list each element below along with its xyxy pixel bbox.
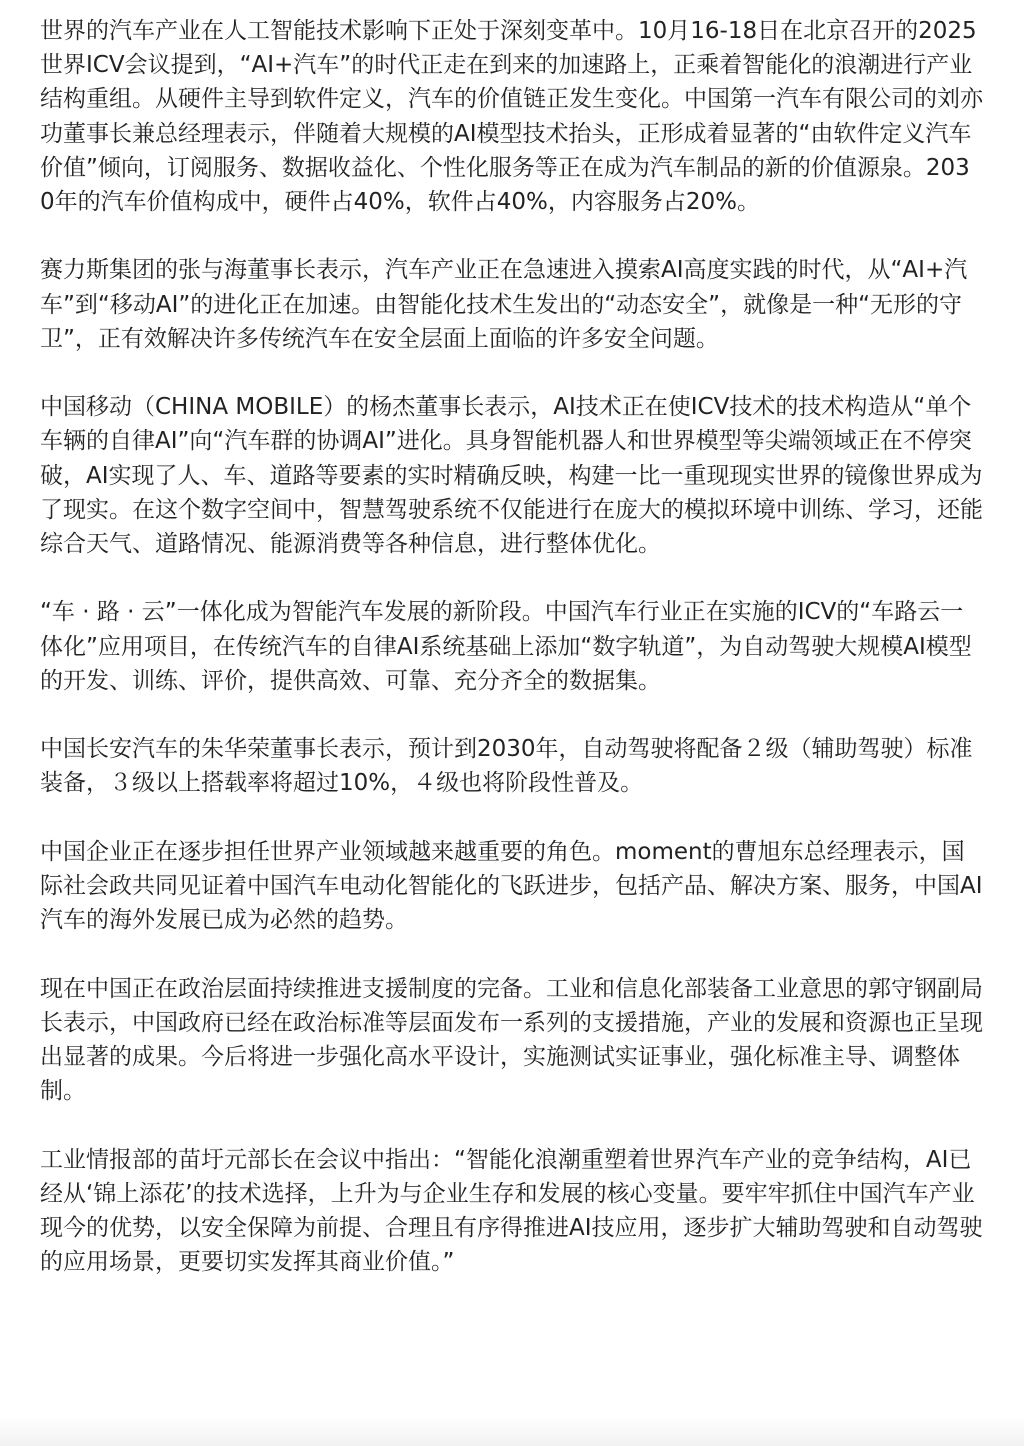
article-paragraph: 工业情报部的苗圩元部长在会议中指出：“智能化浪潮重塑着世界汽车产业的竞争结构，AI已经从‘锦上添花’的技术选择，上升为与企业生存和发展的核心变量。要牢牢抓住中国汽车产业现今的优势，以安全保障为前提、合理且有序得推进AI技应用，逐步扩大辅助驾驶和自动驾驶的应用场景，更要切实发挥其商业价值。”: [40, 1146, 983, 1276]
article-paragraph: 世界的汽车产业在人工智能技术影响下正处于深刻变革中。10月16-18日在北京召开的2025世界ICV会议提到，“AI+汽车”的时代正走在到来的加速路上，正乘着智能化的浪潮进行产业结构重组。从硬件主导到软件定义，汽车的价值链正发生变化。中国第一汽车有限公司的刘亦功董事长兼总经理表示，伴随着大规模的AI模型技术抬头，正形成着显著的“由软件定义汽车价值”倾向，订阅服务、数据收益化、个性化服务等正在成为汽车制品的新的价值源泉。2030年的汽车价值构成中，硬件占40%，软件占40%，内容服务占20%。: [40, 18, 983, 216]
bottom-fade: [0, 1416, 1024, 1446]
article-paragraph: 中国企业正在逐步担任世界产业领域越来越重要的角色。moment的曹旭东总经理表示，国际社会政共同见证着中国汽车电动化智能化的飞跃进步，包括产品、解决方案、服务，中国AI汽车的海外发展已成为必然的趋势。: [40, 838, 983, 934]
article-body: [40, 14, 984, 1279]
article-paragraph: 赛力斯集团的张与海董事长表示，汽车产业正在急速进入摸索AI高度实践的时代，从“AI+汽车”到“移动AI”的进化正在加速。由智能化技术生发出的“动态安全”，就像是一种“无形的守卫”，正有效解决许多传统汽车在安全层面上面临的许多安全问题。: [40, 257, 968, 352]
article-paragraph: 现在中国正在政治层面持续推进支援制度的完备。工业和信息化部装备工业意思的郭守钢副局长表示，中国政府已经在政治标准等层面发布一系列的支援措施，产业的发展和资源也正呈现出显著的成果。今后将进一步强化高水平设计，实施测试实证事业，强化标准主导、调整体制。: [40, 975, 983, 1105]
article-paragraph: 中国移动（CHINA MOBILE）的杨杰董事长表示，AI技术正在使ICV技术的技术构造从“单个车辆的自律AI”向“汽车群的协调AI”进化。具身智能机器人和世界模型等尖端领域正在不停突破，AI实现了人、车、道路等要素的实时精确反映，构建一比一重现现实世界的镜像世界成为了现实。在这个数字空间中，智慧驾驶系统不仅能进行在庞大的模拟环境中训练、学习，还能综合天气、道路情况、能源消费等各种信息，进行整体优化。: [40, 394, 983, 558]
article-paragraph: 中国长安汽车的朱华荣董事长表示，预计到2030年，自动驾驶将配备２级（辅助驾驶）标准装备，３级以上搭载率将超过10%，４级也将阶段性普及。: [40, 736, 973, 797]
article-paragraph: “车 · 路 · 云”一体化成为智能汽车发展的新阶段。中国汽车行业正在实施的ICV的“车路云一体化”应用项目，在传统汽车的自律AI系统基础上添加“数字轨道”，为自动驾驶大规模AI模型的开发、训练、评价，提供高效、可靠、充分齐全的数据集。: [40, 599, 972, 694]
